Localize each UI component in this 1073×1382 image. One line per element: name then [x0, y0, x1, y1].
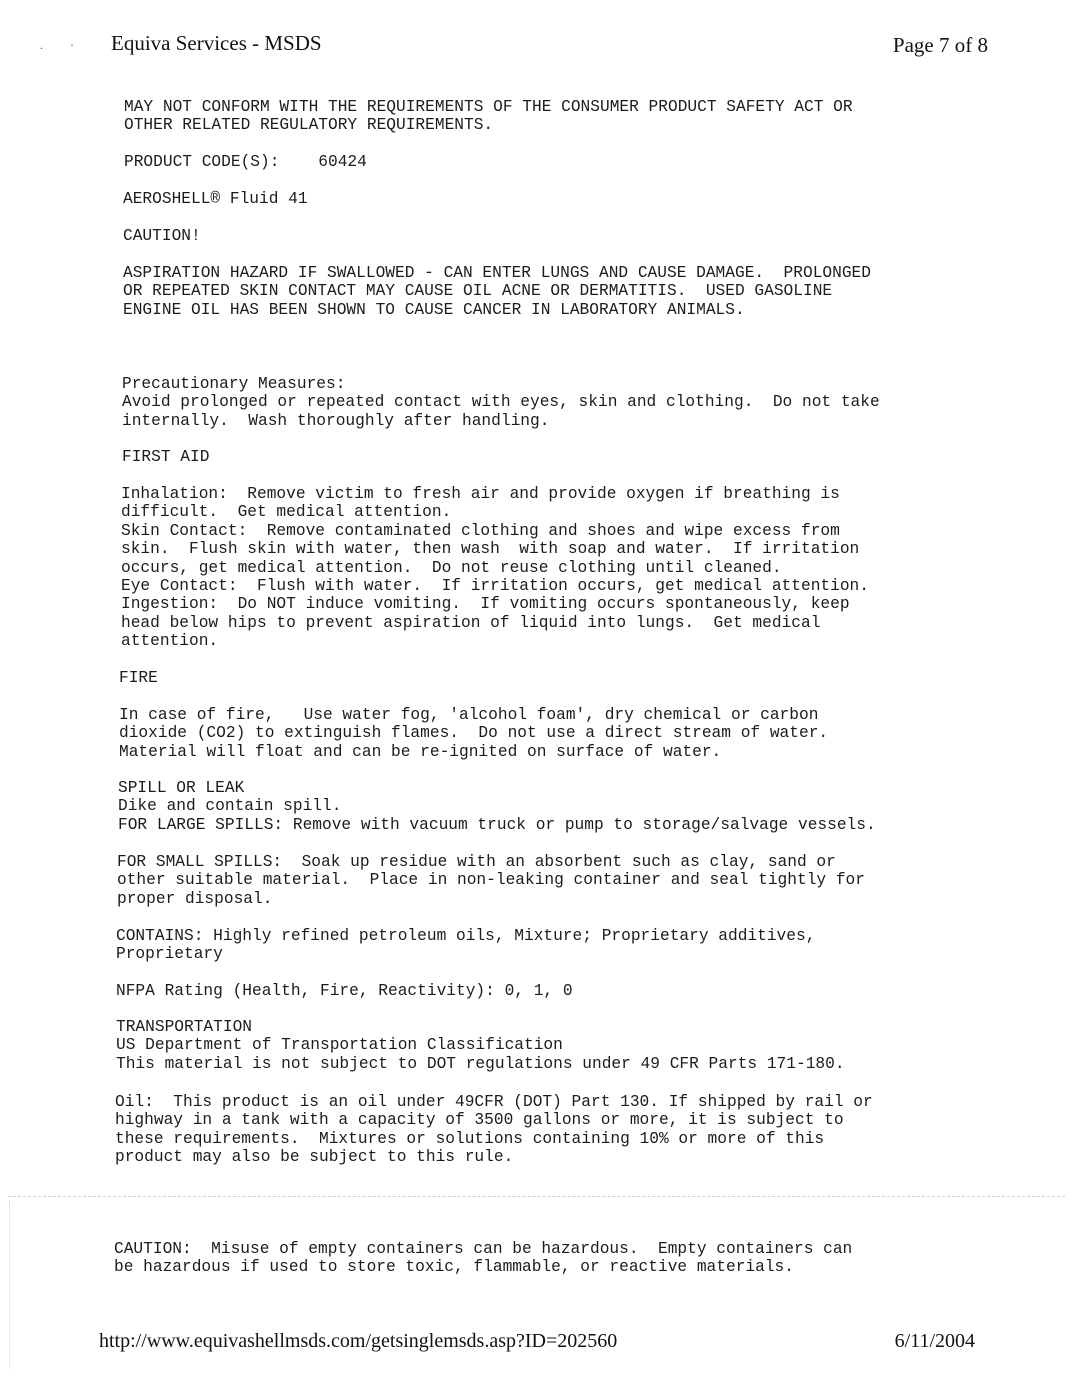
precautionary-measures: Precautionary Measures: Avoid prolonged or repeated contact with eyes, skin and clothing. Do not take internally. Wash thoroughly after handling.: [122, 375, 880, 430]
container-caution: CAUTION: Misuse of empty containers can be hazardous. Empty containers can be hazardous if used to store toxic, flammable, or reactive materials.: [114, 1240, 853, 1277]
small-spills: FOR SMALL SPILLS: Soak up residue with an absorbent such as clay, sand or other suitable material. Place in non-leaking container and seal tightly for proper disposal.: [117, 853, 865, 908]
oil-regulation: Oil: This product is an oil under 49CFR (DOT) Part 130. If shipped by rail or highway in a tank with a capacity of 3500 gallons or more, it is subject to these requirements. Mixtures or solutions containing 10% or more of this product may also be subject to this rule.: [115, 1093, 873, 1167]
product-code: PRODUCT CODE(S): 60424: [124, 153, 367, 171]
footer-url: http://www.equivashellmsds.com/getsinglemsds.asp?ID=202560: [99, 1330, 618, 1352]
first-aid-heading: FIRST AID: [122, 448, 210, 466]
scan-edge-line: [9, 1200, 10, 1370]
first-aid-text: Inhalation: Remove victim to fresh air and provide oxygen if breathing is difficult. Get medical attention. Skin Contact: Remove contaminated clothing and shoes and wipe excess from skin. Flush skin with water, then wash with soap and water. If irritation occurs, get medical attention. Do not reuse clothing until cleaned. Eye Contact: Flush with water. If irritation occurs, get medical attention. Ingestion: Do NOT induce vomiting. If vomiting occurs spontaneously, keep head below hips to prevent aspiration of liquid into lungs. Get medical attention.: [121, 485, 869, 651]
nfpa-rating: NFPA Rating (Health, Fire, Reactivity): 0, 1, 0: [116, 982, 573, 1000]
fire-text: In case of fire, Use water fog, 'alcohol foam', dry chemical or carbon dioxide (CO2) to extinguish flames. Do not use a direct stream of water. Material will float and can be re-ignited on surface of water.: [119, 706, 829, 761]
contains: CONTAINS: Highly refined petroleum oils, Mixture; Proprietary additives, Proprietary: [116, 927, 816, 964]
consumer-act-notice: MAY NOT CONFORM WITH THE REQUIREMENTS OF THE CONSUMER PRODUCT SAFETY ACT OR OTHER RELATED REGULATORY REQUIREMENTS.: [124, 98, 853, 135]
page-number: Page 7 of 8: [892, 33, 988, 57]
document-title: Equiva Services - MSDS: [111, 31, 322, 55]
transportation: TRANSPORTATION US Department of Transportation Classification This material is not subject to DOT regulations under 49 CFR Parts 171-180.: [116, 1018, 845, 1073]
product-name: AEROSHELL® Fluid 41: [123, 190, 308, 208]
hazard-statement: ASPIRATION HAZARD IF SWALLOWED - CAN ENTER LUNGS AND CAUSE DAMAGE. PROLONGED OR REPEATED SKIN CONTACT MAY CAUSE OIL ACNE OR DERMATITIS. USED GASOLINE ENGINE OIL HAS BEEN SHOWN TO CAUSE CANCER IN LABORATORY ANIMALS.: [123, 264, 871, 319]
section-divider: [8, 1196, 1065, 1197]
spill-or-leak: SPILL OR LEAK Dike and contain spill. FOR LARGE SPILLS: Remove with vacuum truck or pump to storage/salvage vessels.: [118, 779, 876, 834]
footer-date: 6/11/2004: [894, 1330, 975, 1352]
fire-heading: FIRE: [119, 669, 158, 687]
caution-heading: CAUTION!: [123, 227, 201, 245]
scan-marks: . ·: [40, 38, 86, 52]
